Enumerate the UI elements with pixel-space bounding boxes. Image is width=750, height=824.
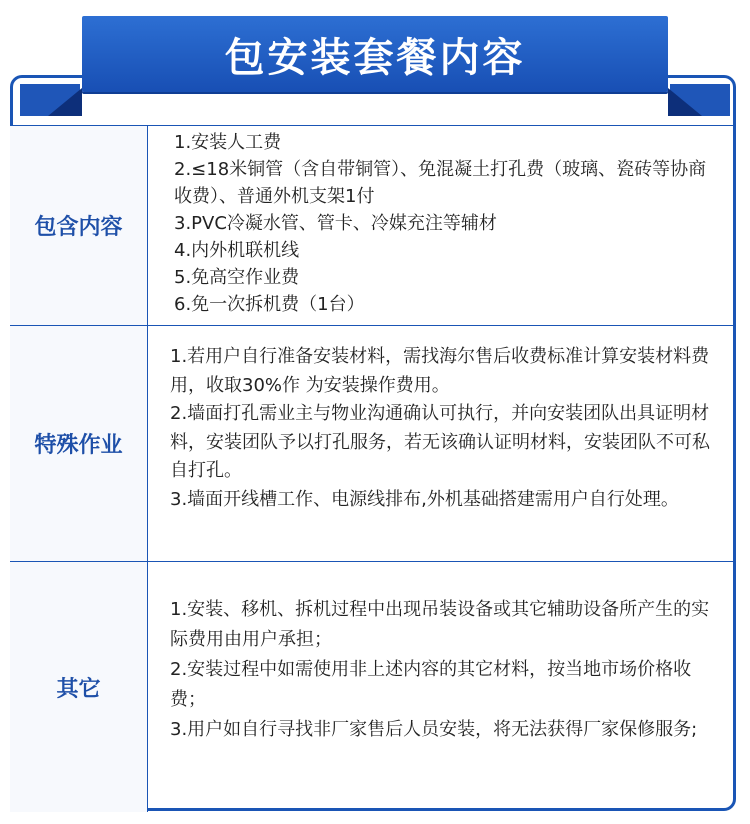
row-content: [148, 126, 734, 325]
package-table: [10, 125, 734, 812]
list-item: 3.墙面开线槽工作、电源线排布,外机基础搭建需用户自行处理。: [170, 488, 679, 510]
table-row-other: [10, 562, 734, 812]
list-item: 1.安装、移机、拆机过程中出现吊装设备或其它辅助设备所产生的实际费用由用户承担；: [170, 599, 710, 650]
title-banner: [82, 16, 668, 92]
list-item: 4.内外机联机线: [174, 240, 300, 261]
list-item: 1.若用户自行准备安装材料，需找海尔售后收费标准计算安装材料费用，收取30%作 为安装操作费用。: [170, 346, 710, 396]
list-item: 3.PVC冷凝水管、管卡、冷媒充注等辅材: [174, 213, 497, 234]
row-label: 其它: [10, 562, 148, 812]
list-item: 6.免一次拆机费（1台）: [174, 294, 365, 315]
list-item: 5.免高空作业费: [174, 267, 300, 288]
list-item: 2.墙面打孔需业主与物业沟通确认可执行，并向安装团队出具证明材料，安装团队予以打孔服务，若无该确认证明材料，安装团队不可私自打孔。: [170, 403, 710, 481]
page-title: 包安装套餐内容: [224, 34, 526, 81]
list-item: 2.≤18米铜管（含自带铜管）、免混凝土打孔费（玻璃、瓷砖等协商收费）、普通外机支架1付: [174, 159, 707, 207]
list-item: 1.安装人工费: [174, 132, 282, 153]
list-item: 2.安装过程中如需使用非上述内容的其它材料，按当地市场价格收费；: [170, 659, 692, 710]
row-label: 包含内容: [10, 126, 148, 325]
table-row-special: [10, 326, 734, 562]
row-content: [148, 562, 734, 812]
row-content: [148, 326, 734, 561]
table-row-included: [10, 126, 734, 326]
list-item: 3.用户如自行寻找非厂家售后人员安装，将无法获得厂家保修服务;: [170, 719, 698, 740]
row-label: 特殊作业: [10, 326, 148, 561]
